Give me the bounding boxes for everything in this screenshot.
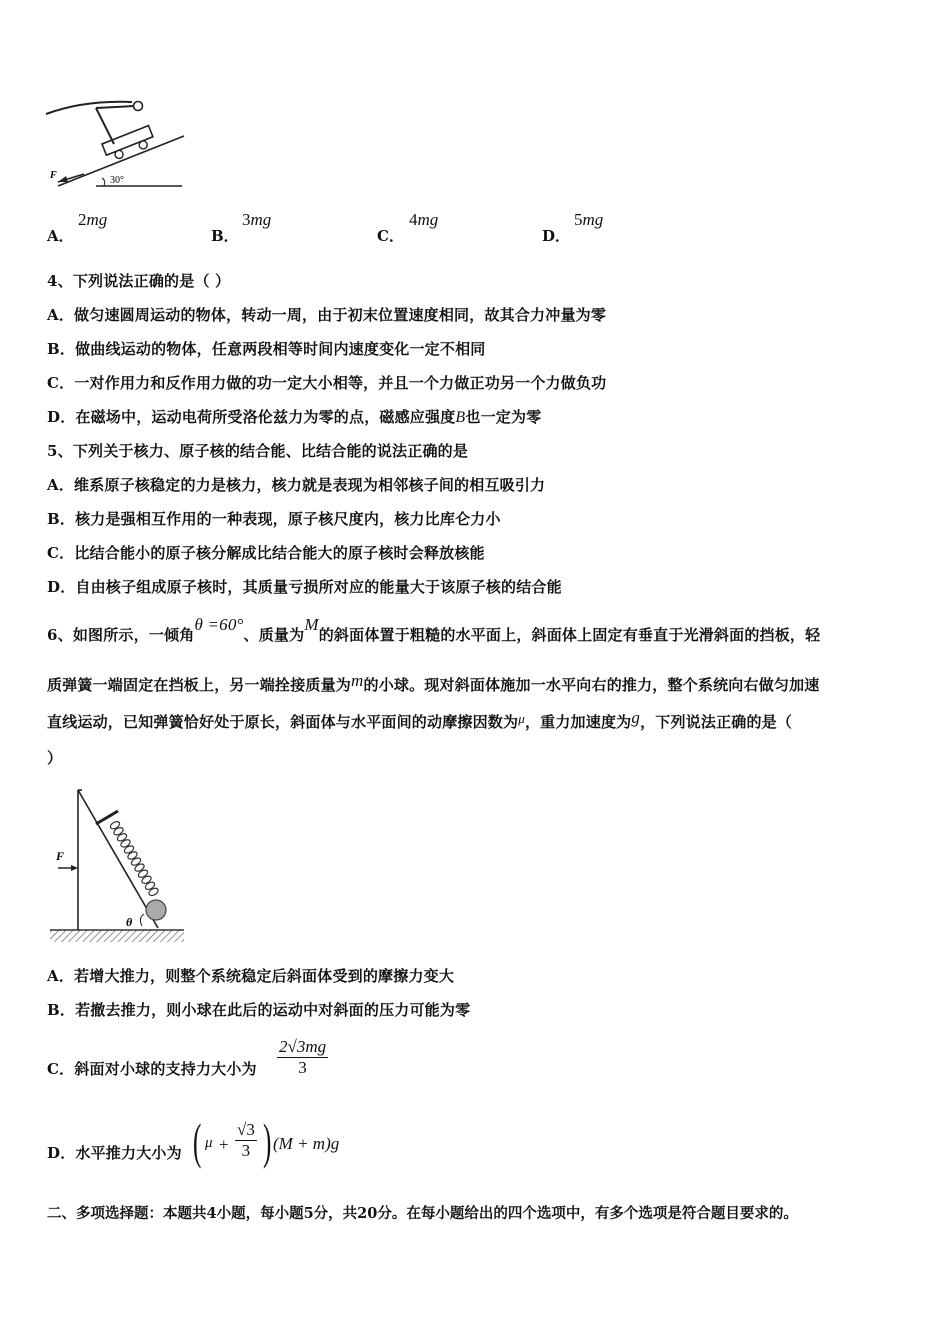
q6-angle-label: θ	[126, 915, 133, 929]
q6-mu: μ	[518, 711, 525, 726]
q6-M: M	[304, 615, 319, 634]
q6-figure	[48, 778, 188, 946]
q6-ball	[146, 900, 166, 920]
right-paren: )	[263, 1113, 272, 1169]
q6-stem-line4: ）	[47, 749, 63, 767]
q4-option-c[interactable]: C．一对作用力和反作用力做的功一定大小相等，并且一个力做正功另一个力做负功	[47, 374, 607, 392]
q6-option-b[interactable]: B．若撤去推力，则小球在此后的运动中对斜面的压力可能为零	[47, 1001, 471, 1019]
q4-option-a[interactable]: A．做匀速圆周运动的物体，转动一周，由于初末位置速度相同，故其合力冲量为零	[47, 306, 607, 324]
q4-option-d[interactable]	[47, 406, 541, 427]
q6-stem-line1: 6、如图所示，一倾角θ =60°、质量为M的斜面体置于粗糙的水平面上，斜面体上固定有垂直于光滑斜面的挡板，轻	[47, 615, 821, 644]
q4-option-b[interactable]: B．做曲线运动的物体，任意两段相等时间内速度变化一定不相同	[47, 340, 486, 358]
q3-option-d-value: 5mg	[574, 210, 604, 229]
q4-stem: 4、下列说法正确的是（ ）	[47, 272, 231, 290]
q3-option-a-label[interactable]: A．	[47, 227, 74, 245]
q5-stem: 5、下列关于核力、原子核的结合能、比结合能的说法正确的是	[47, 442, 469, 460]
q5-option-c[interactable]: C．比结合能小的原子核分解成比结合能大的原子核时会释放核能	[47, 544, 485, 562]
q6-option-d[interactable]: D．水平推力大小为	[47, 1144, 182, 1162]
q3-figure	[44, 96, 189, 192]
q6-theta: θ =60°	[194, 615, 244, 634]
q4-option-d-var: B	[455, 409, 466, 426]
q3-option-b-value: 3mg	[242, 210, 272, 229]
q6-g: g	[631, 708, 641, 727]
section2-heading: 二、多项选择题：本题共4小题，每小题5分，共20分。在每小题给出的四个选项中，有多个选项是符合题目要求的。	[47, 1205, 798, 1222]
q3-ball	[134, 102, 143, 111]
q3-arm	[96, 106, 134, 108]
q6-option-c-fraction: $\frac{2√3mg}{3}$	[279, 1037, 327, 1077]
q6-m: m	[351, 671, 364, 690]
q3-pole	[96, 108, 114, 144]
q3-angle-label: 30°	[110, 175, 124, 186]
q6-ground	[50, 930, 184, 942]
q3-option-b-label[interactable]: B．	[211, 227, 239, 245]
q5-option-d[interactable]: D．自由核子组成原子核时，其质量亏损所对应的能量大于该原子核的结合能	[47, 578, 562, 596]
q3-option-d-label[interactable]: D．	[542, 227, 571, 245]
q3-ceiling-line	[46, 102, 132, 114]
q6-option-c[interactable]: C．斜面对小球的支持力大小为	[47, 1060, 257, 1078]
left-paren: (	[193, 1113, 202, 1169]
q6-option-a[interactable]: A．若增大推力，则整个系统稳定后斜面体受到的摩擦力变大	[47, 967, 455, 985]
q3-option-c-label[interactable]: C．	[377, 227, 404, 245]
q3-force-label: F	[50, 170, 57, 181]
q6-stem-line2: 质弹簧一端固定在挡板上，另一端拴接质量为m的小球。现对斜面体施加一水平向右的推力，整个系统向右做匀加速	[47, 671, 820, 694]
q6-stem-line3: 直线运动，已知弹簧恰好处于原长，斜面体与水平面间的动摩擦因数为μ，重力加速度为g，下列说法正确的是（	[47, 708, 793, 731]
q5-option-b[interactable]: B．核力是强相互作用的一种表现，原子核尺度内，核力比库仑力小	[47, 510, 501, 528]
q3-option-a-value: 2mg	[78, 210, 108, 229]
q3-option-c-value: 4mg	[409, 210, 439, 229]
q5-option-a[interactable]: A．维系原子核稳定的力是核力，核力就是表现为相邻核子间的相互吸引力	[47, 476, 546, 494]
q6-force-label: F	[56, 849, 65, 863]
q4-option-d-suffix: 也一定为零	[465, 408, 542, 426]
q4-option-d-prefix: D．在磁场中，运动电荷所受洛伦兹力为零的点，磁感应强度	[47, 408, 456, 426]
